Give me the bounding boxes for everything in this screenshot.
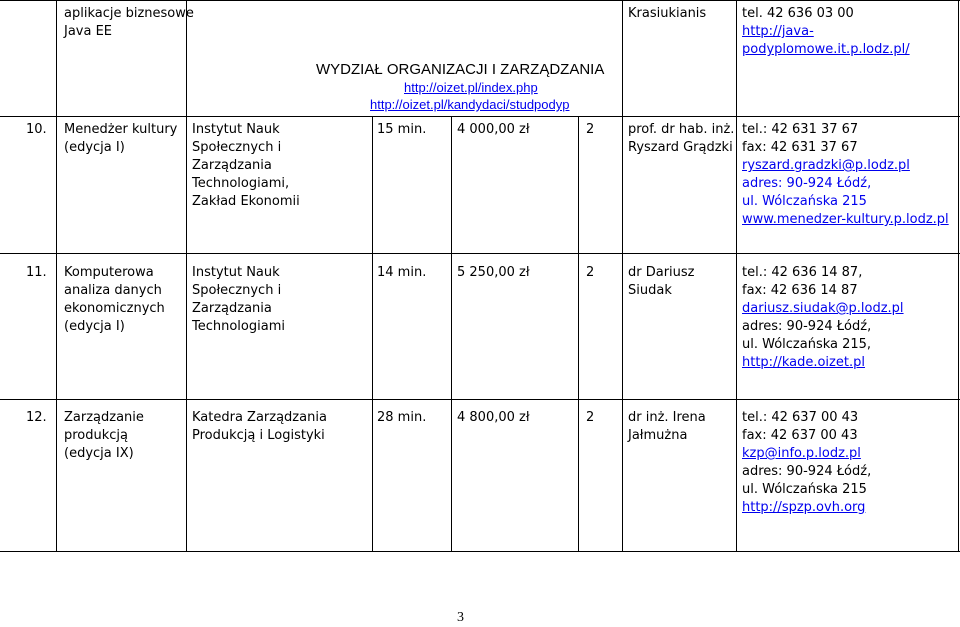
section-link-index[interactable]: http://oizet.pl/index.php bbox=[404, 80, 538, 95]
table-border bbox=[451, 116, 452, 551]
price: 4 800,00 zł bbox=[457, 410, 530, 425]
table-border bbox=[622, 0, 623, 116]
contact-email-link[interactable]: kzp@info.p.lodz.pl bbox=[742, 446, 861, 461]
semesters: 2 bbox=[586, 265, 595, 280]
contact-tel: tel.: 42 636 14 87, bbox=[742, 265, 863, 280]
table-border bbox=[56, 116, 57, 551]
table-border bbox=[958, 0, 959, 116]
organizing-unit: Katedra Zarządzania Produkcją i Logistyki bbox=[192, 410, 327, 443]
program-name: Komputerowa analiza danych ekonomicznych (edycja I) bbox=[64, 265, 165, 334]
contact-tel: tel.: 42 631 37 67 bbox=[742, 122, 859, 137]
top-row-website-link[interactable]: http://java- podyplomowe.it.p.lodz.pl/ bbox=[742, 24, 910, 57]
program-head: dr inż. Irena Jałmużna bbox=[628, 410, 706, 443]
contact-website-link[interactable]: http://kade.oizet.pl bbox=[742, 355, 865, 370]
semesters: 2 bbox=[586, 410, 595, 425]
contact-street: ul. Wólczańska 215, bbox=[742, 337, 872, 352]
top-row-program-name: aplikacje biznesowe Java EE bbox=[64, 6, 194, 39]
semesters: 2 bbox=[586, 122, 595, 137]
table-border bbox=[736, 0, 737, 116]
program-name: Zarządzanie produkcją (edycja IX) bbox=[64, 410, 144, 461]
table-border bbox=[372, 116, 373, 551]
contact-address: adres: 90-924 Łódź, bbox=[742, 319, 872, 334]
contact-info bbox=[742, 121, 949, 229]
organizing-unit: Instytut Nauk Społecznych i Zarządzania Technologiami bbox=[192, 265, 285, 334]
table-border bbox=[958, 116, 959, 551]
contact-website-link[interactable]: http://spzp.ovh.org bbox=[742, 500, 866, 515]
table-border bbox=[0, 116, 960, 117]
min-participants: 28 min. bbox=[377, 410, 427, 425]
contact-info bbox=[742, 409, 871, 517]
contact-email-link[interactable]: dariusz.siudak@p.lodz.pl bbox=[742, 301, 904, 316]
contact-email-link[interactable]: ryszard.gradzki@p.lodz.pl bbox=[742, 158, 910, 173]
table-border bbox=[0, 551, 960, 552]
contact-fax: fax: 42 636 14 87 bbox=[742, 283, 858, 298]
table-border bbox=[0, 399, 960, 400]
section-link-kandydaci[interactable]: http://oizet.pl/kandydaci/studpodyp bbox=[370, 97, 570, 112]
table-border bbox=[186, 116, 187, 551]
table-border bbox=[0, 0, 960, 1]
top-row-tel: tel. 42 636 03 00 bbox=[742, 6, 854, 21]
row-number: 10. bbox=[26, 122, 47, 137]
min-participants: 14 min. bbox=[377, 265, 427, 280]
contact-tel: tel.: 42 637 00 43 bbox=[742, 410, 859, 425]
contact-fax: fax: 42 637 00 43 bbox=[742, 428, 858, 443]
contact-address: adres: 90-924 Łódź, bbox=[742, 464, 872, 479]
contact-website-link[interactable]: www.menedzer-kultury.p.lodz.pl bbox=[742, 212, 949, 227]
table-border bbox=[0, 253, 960, 254]
price: 4 000,00 zł bbox=[457, 122, 530, 137]
top-row-person: Krasiukianis bbox=[628, 6, 707, 21]
row-number: 12. bbox=[26, 410, 47, 425]
section-title: WYDZIAŁ ORGANIZACJI I ZARZĄDZANIA bbox=[316, 61, 605, 78]
table-border bbox=[578, 116, 579, 551]
min-participants: 15 min. bbox=[377, 122, 427, 137]
contact-street: ul. Wólczańska 215 bbox=[742, 482, 867, 497]
row-number: 11. bbox=[26, 265, 47, 280]
price: 5 250,00 zł bbox=[457, 265, 530, 280]
contact-fax: fax: 42 631 37 67 bbox=[742, 140, 858, 155]
table-border bbox=[622, 116, 623, 551]
organizing-unit: Instytut Nauk Społecznych i Zarządzania Technologiami, Zakład Ekonomii bbox=[192, 122, 300, 209]
program-head: dr Dariusz Siudak bbox=[628, 265, 695, 298]
contact-info bbox=[742, 264, 904, 372]
page-number: 3 bbox=[457, 610, 464, 625]
contact-street: ul. Wólczańska 215 bbox=[742, 194, 867, 209]
program-head: prof. dr hab. inż. Ryszard Grądzki bbox=[628, 122, 735, 155]
contact-address: adres: 90-924 Łódź, bbox=[742, 176, 872, 191]
table-border bbox=[736, 116, 737, 551]
table-border bbox=[56, 0, 57, 116]
program-name: Menedżer kultury (edycja I) bbox=[64, 122, 178, 155]
